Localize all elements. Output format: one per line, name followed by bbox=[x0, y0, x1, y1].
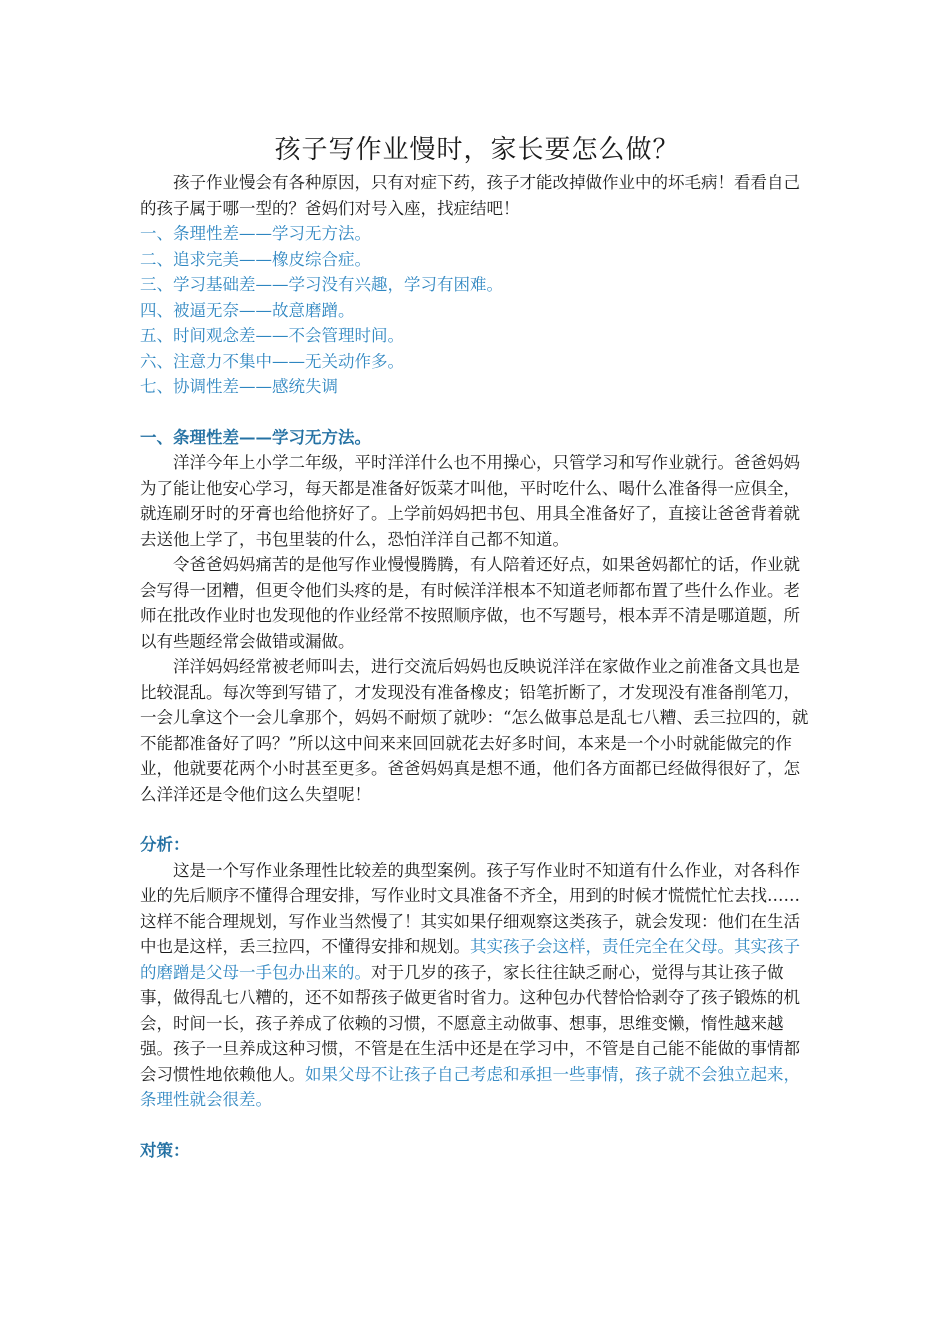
analysis-text: 对于几岁的孩子，家长往往缺乏耐心，觉得与其让孩子做事，做得乱七八糟的，还不如帮孩子做更省时省力。这种包办代替恰恰剥夺了孩子锻炼的机会，时间一长，孩子养成了依赖的习惯，不愿意主动做事、想事，思维变懒，惰性越来越强。孩子一旦养成这种习惯，不管是在生活中还是在学习中，不管是自己能不能做的事情都会习惯性地依赖他人。 bbox=[140, 962, 800, 1084]
section1-paragraph: 令爸爸妈妈痛苦的是他写作业慢慢腾腾，有人陪着还好点，如果爸妈都忙的话，作业就会写得一团糟，但更令他们头疼的是，有时候洋洋根本不知道老师都布置了些什么作业。老师在批改作业时也发现他的作业经常不按照顺序做，也不写题号，根本弄不清是哪道题，所以有些题经常会做错或漏做。 bbox=[140, 555, 800, 651]
spacer bbox=[140, 1113, 814, 1138]
analysis-paragraph bbox=[140, 858, 814, 1113]
intro-paragraph: 孩子作业慢会有各种原因，只有对症下药，孩子才能改掉做作业中的坏毛病！看看自己的孩子属于哪一型的？爸妈们对号入座，找症结吧！ bbox=[140, 173, 800, 218]
toc-item: 六、注意力不集中——无关动作多。 bbox=[140, 351, 404, 371]
toc-item: 一、条理性差——学习无方法。 bbox=[140, 224, 371, 243]
toc-item: 五、时间观念差——不会管理时间。 bbox=[140, 326, 404, 345]
toc-item: 四、被逼无奈——故意磨蹭。 bbox=[140, 300, 355, 320]
spacer bbox=[140, 807, 814, 832]
analysis-heading: 分析： bbox=[140, 835, 190, 854]
section1-paragraph: 洋洋今年上小学二年级，平时洋洋什么也不用操心，只管学习和写作业就行。爸爸妈妈为了能让他安心学习，每天都是准备好饭菜才叫他，平时吃什么、喝什么准备得一应俱全，就连刷牙时的牙膏也给他挤好了。上学前妈妈把书包、用具全准备好了，直接让爸爸背着就去送他上学了，书包里装的什么，恐怕洋洋自己都不知道。 bbox=[140, 453, 800, 549]
section1-heading: 一、条理性差——学习无方法。 bbox=[140, 427, 371, 447]
section1-paragraph: 洋洋妈妈经常被老师叫去，进行交流后妈妈也反映说洋洋在家做作业之前准备文具也是比较混乱。每次等到写错了，才发现没有准备橡皮；铅笔折断了，才发现没有准备削笔刀，一会儿拿这个一会儿拿那个，妈妈不耐烦了就吵：“怎么做事总是乱七八糟、丢三拉四的，就不能都准备好了吗？”所以这中间来来回回就花去好多时间，本来是一个小时就能做完的作业，他就要花两个小时甚至更多。爸爸妈妈真是想不通，他们各方面都已经做得很好了，怎么洋洋还是令他们这么失望呢！ bbox=[140, 657, 809, 804]
table-of-contents bbox=[140, 221, 814, 400]
strategy-heading: 对策： bbox=[140, 1140, 190, 1160]
spacer bbox=[140, 400, 814, 425]
toc-item: 二、追求完美——橡皮综合症。 bbox=[140, 249, 371, 269]
analysis-text: 这是一个写作业条理性比较差的典型案例。孩子写作业时不知道有什么作业，对各科作业的先后顺序不懂得合理安排，写作业时文具准备不齐全，用到的时候才慌慌忙忙去找……这样不能合理规划，写作业当然慢了！其实如果仔细观察这类孩子，就会发现：他们在生活中也是这样，丢三拉四，不懂得安排和规划。 bbox=[140, 860, 800, 956]
document-title: 孩子写作业慢时，家长要怎么做？ bbox=[274, 135, 680, 165]
analysis-highlight: 其实孩子会这样，责任完全在父母。其实孩子的磨蹭是父母一手包办出来的。 bbox=[140, 937, 800, 982]
analysis-highlight: 如果父母不让孩子自己考虑和承担一些事情，孩子就不会独立起来，条理性就会很差。 bbox=[140, 1064, 800, 1109]
toc-item: 三、学习基础差——学习没有兴趣，学习有困难。 bbox=[140, 275, 503, 294]
toc-item: 七、协调性差——感统失调 bbox=[140, 377, 338, 396]
